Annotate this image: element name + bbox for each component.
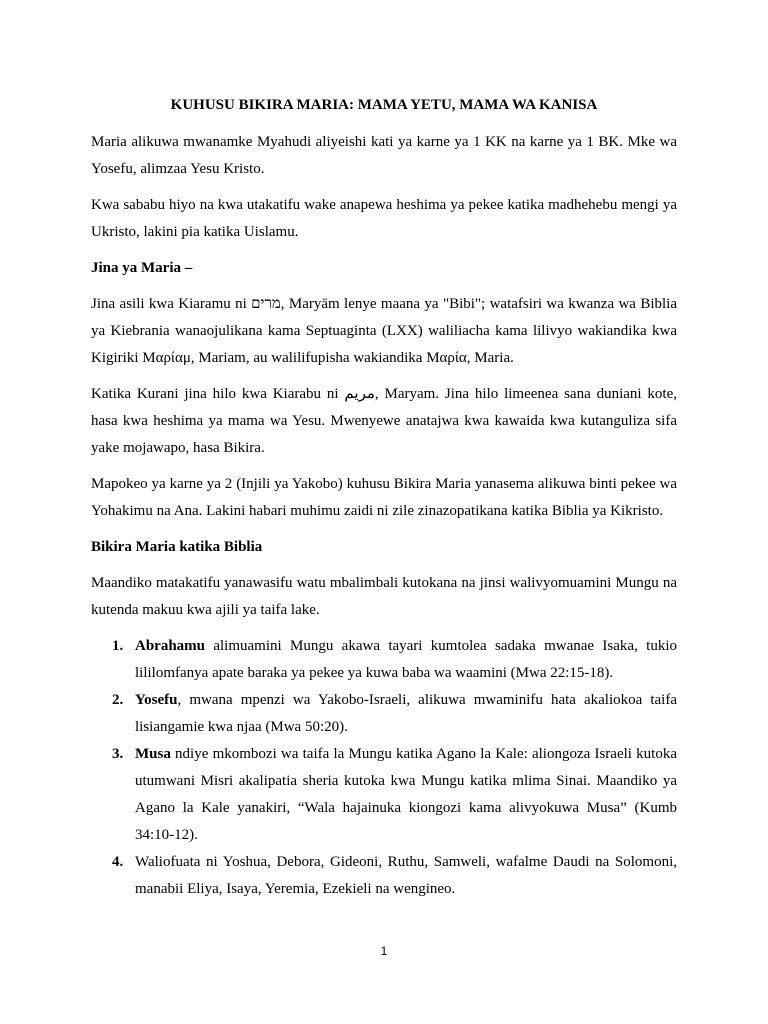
list-item-text: ndiye mkombozi wa taifa la Mungu katika Agano la Kale: aliongoza Israeli kutoka utumwani Misri akalipatia sheria kutoka kwa Mungu katika mlima Sinai. Maandiko ya Agano la Kale yanakiri, “Wala hajainuka kiongozi kama alivyokuwa Musa” (Kumb 34:10-12). — [135, 746, 677, 843]
quran-text-2: , Maryam. Jina hilo limeenea sana duniani kote, hasa kwa heshima ya mama wa Yesu. Mwenyewe anatajwa kwa kawaida kwa kutanguliza sifa yake mojawapo, hasa Bikira. — [91, 386, 678, 456]
list-item-lead: Abrahamu — [135, 638, 206, 654]
list-item — [91, 633, 677, 687]
bible-intro-paragraph: Maandiko matakatifu yanawasifu watu mbalimbali kutokana na jinsi walivyomuamini Mungu na kutenda makuu kwa ajili ya taifa lake. — [91, 575, 677, 618]
list-item — [91, 741, 677, 849]
list-item-number: 4. — [112, 854, 124, 870]
list-item — [91, 687, 677, 741]
document-body — [91, 92, 677, 903]
respect-paragraph: Kwa sababu hiyo na kwa utakatifu wake anapewa heshima ya pekee katika madhehebu mengi ya Ukristo, lakini pia katika Uislamu. — [91, 197, 677, 240]
list-item-number: 2. — [112, 692, 124, 708]
quran-paragraph — [91, 381, 677, 462]
list-item-number: 1. — [112, 638, 124, 654]
bible-section-heading: Bikira Maria katika Biblia — [91, 539, 263, 555]
name-section-heading: Jina ya Maria – — [91, 260, 193, 276]
list-item-text: Waliofuata ni Yoshua, Debora, Gideoni, Ruthu, Samweli, wafalme Daudi na Solomoni, manabii Eliya, Isaya, Yeremia, Ezekieli na wengineo. — [135, 854, 677, 897]
list-item-lead: Musa — [135, 746, 171, 762]
list-item-text: alimuamini Mungu akawa tayari kumtolea sadaka mwanae Isaka, tukio lililomfanya apate baraka ya pekee ya kuwa baba wa waamini (Mwa 22:15-18). — [135, 638, 677, 681]
intro-paragraph: Maria alikuwa mwanamke Myahudi aliyeishi kati ya karne ya 1 KK na karne ya 1 BK. Mke wa Yosefu, alimzaa Yesu Kristo. — [91, 134, 677, 177]
arabic-name: مريم — [344, 386, 375, 402]
aramaic-name: מרים — [251, 296, 281, 312]
list-item — [91, 849, 677, 903]
faith-examples-list — [91, 633, 677, 903]
list-item-text: , mwana mpenzi wa Yakobo-Israeli, alikuwa mwaminifu hata akaliokoa taifa lisiangamie kwa njaa (Mwa 50:20). — [135, 692, 677, 735]
name-origin-text-1: Jina asili kwa Kiaramu ni — [91, 296, 252, 312]
list-item-lead: Yosefu — [135, 692, 178, 708]
tradition-paragraph: Mapokeo ya karne ya 2 (Injili ya Yakobo) kuhusu Bikira Maria yanasema alikuwa binti pekee wa Yohakimu na Ana. Lakini habari muhimu zaidi ni zile zinazopatikana katika Biblia ya Kikristo. — [91, 476, 677, 519]
list-item-number: 3. — [112, 746, 124, 762]
quran-text-1: Katika Kurani jina hilo kwa Kiarabu ni — [91, 386, 345, 402]
page-number: 1 — [380, 944, 388, 958]
name-origin-text-2: , Maryām lenye maana ya "Bibi"; watafsiri wa kwanza wa Biblia ya Kiebrania wanaojulikana kama Septuaginta (LXX) waliliacha kama lilivyo wakiandika kwa Kigiriki Μαρίαμ, Mariam, au walilifupisha wakiandika Μαρία, Maria. — [91, 296, 678, 366]
page-title: KUHUSU BIKIRA MARIA: MAMA YETU, MAMA WA KANISA — [170, 97, 598, 113]
name-origin-paragraph — [91, 291, 677, 372]
